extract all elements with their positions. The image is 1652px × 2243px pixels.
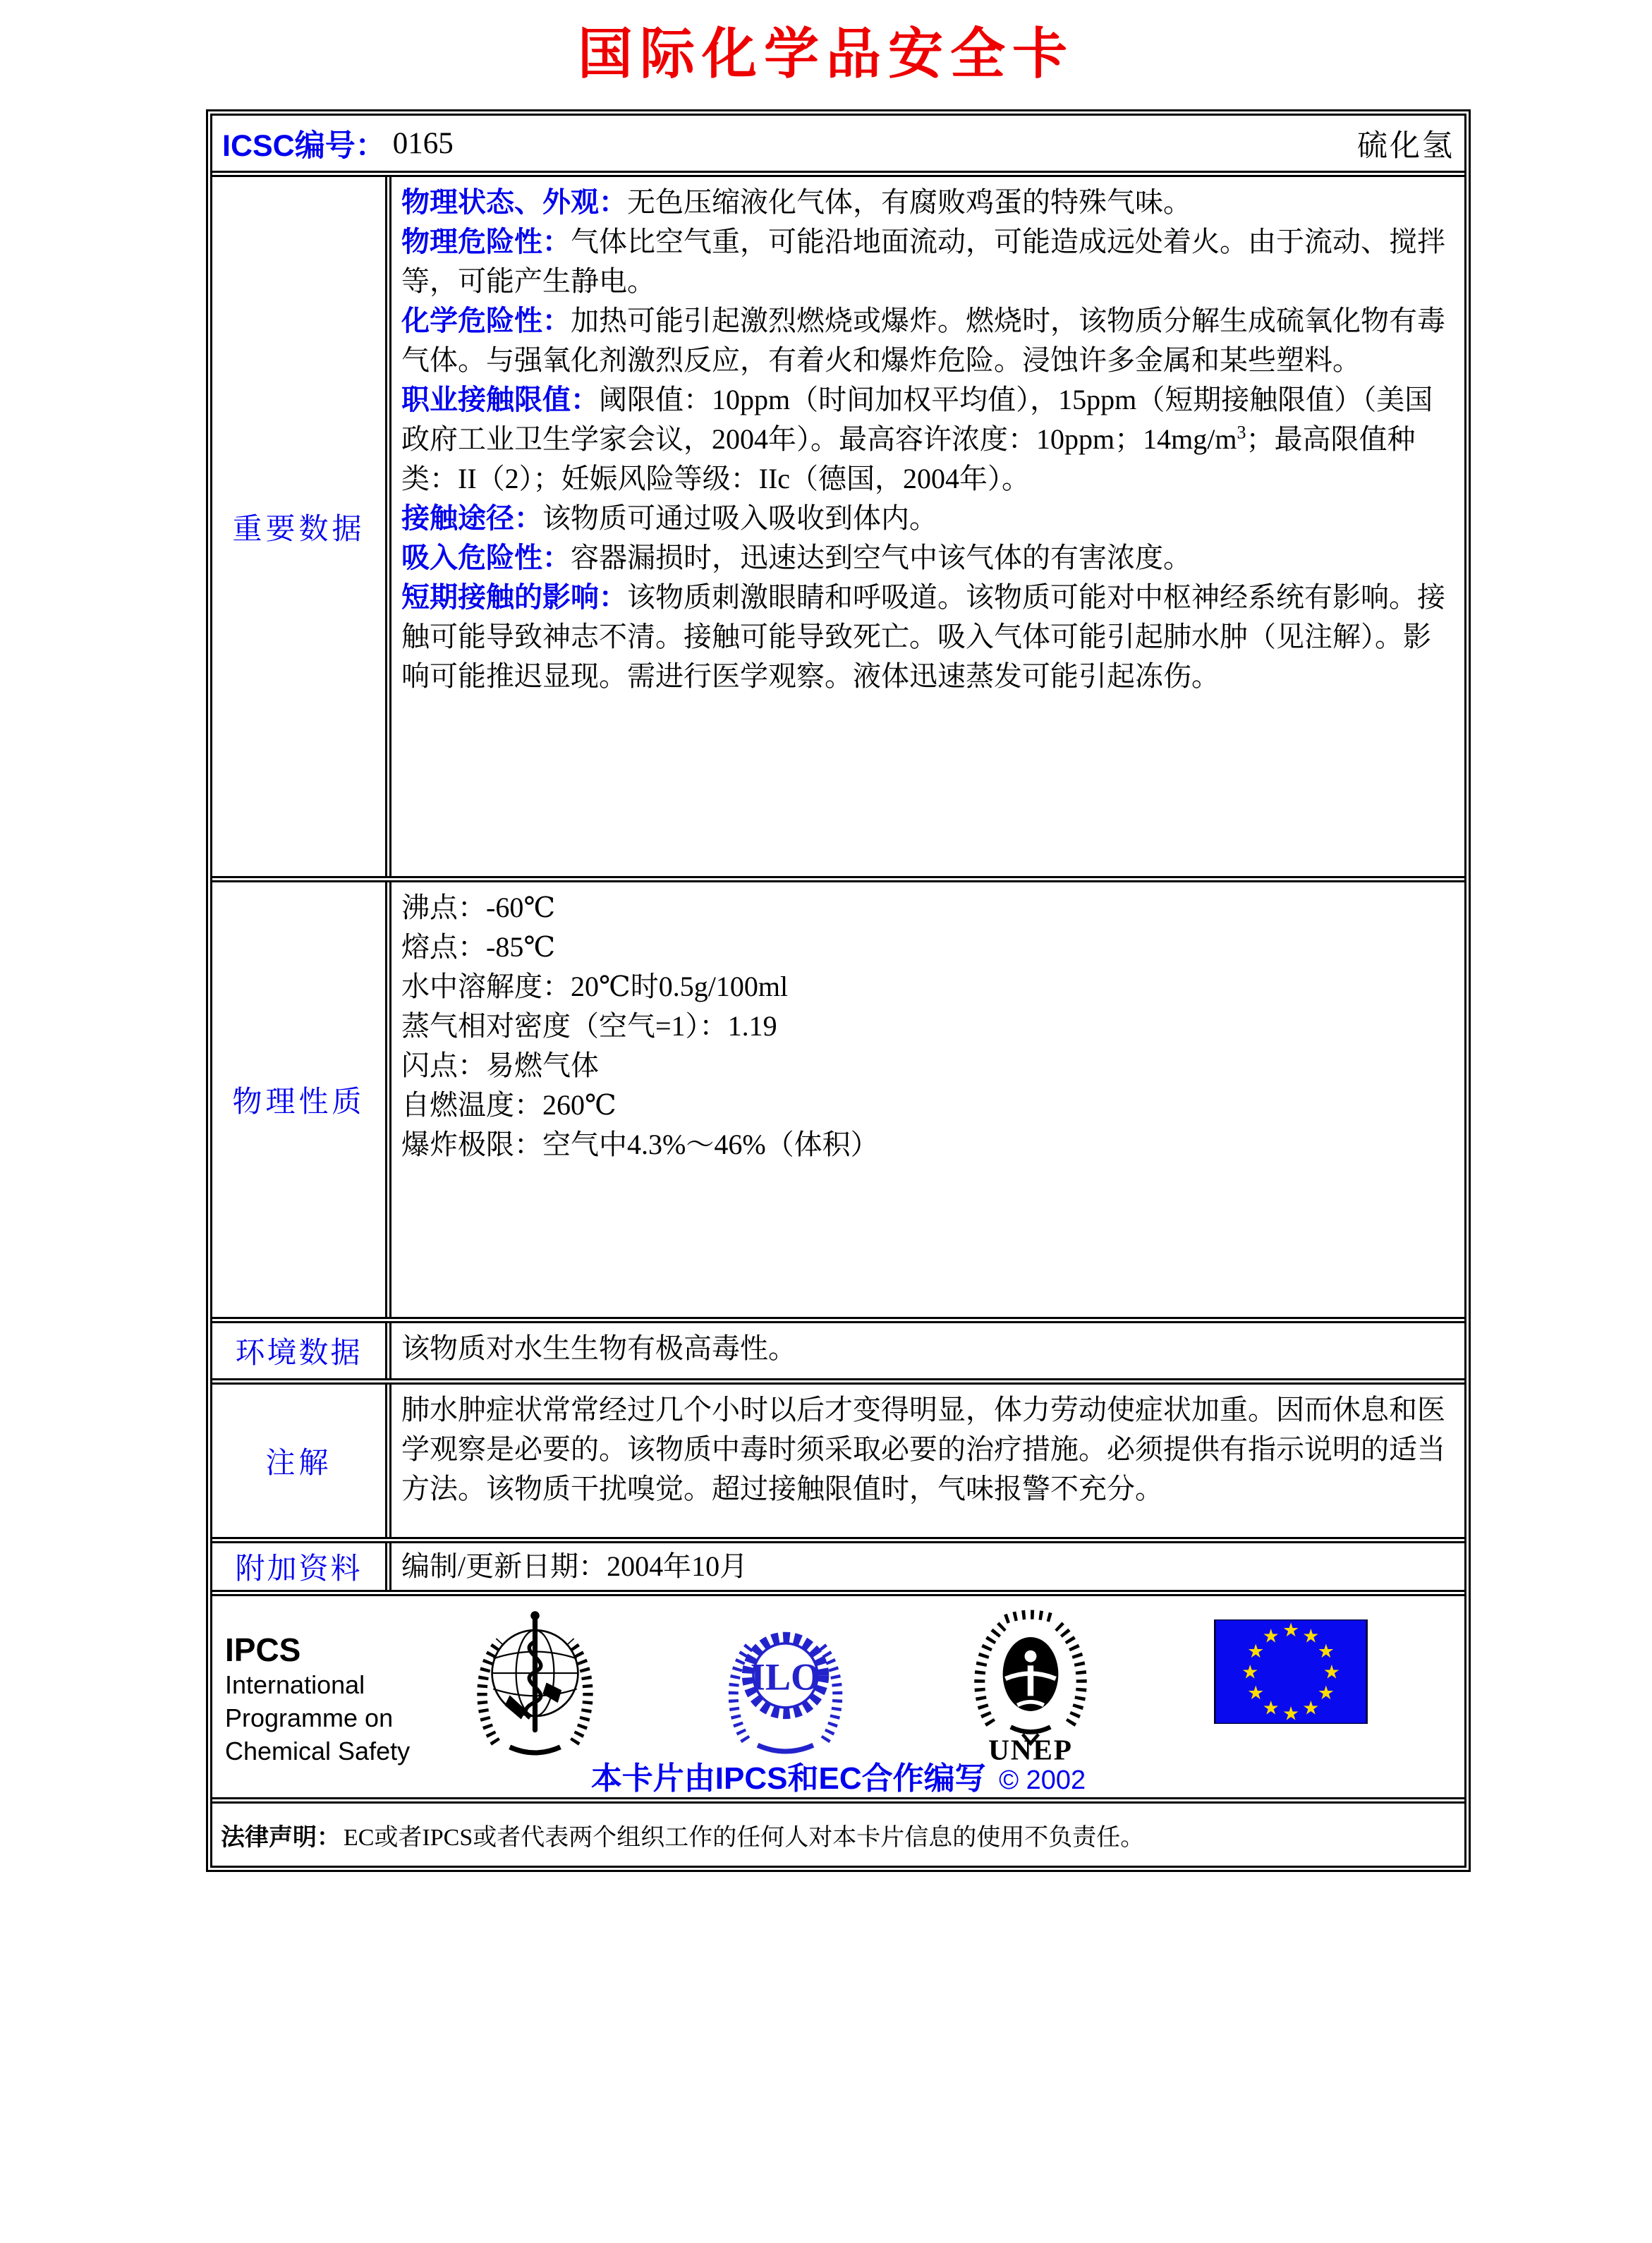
- prop-label: 蒸气相对密度（空气=1）：: [401, 1010, 728, 1042]
- entry-physical-danger: [401, 222, 1454, 301]
- entry-label: 短期接触的影响：: [401, 582, 627, 613]
- copyright-text: © 2002: [999, 1765, 1086, 1795]
- important-data-row: [212, 177, 1464, 882]
- cooperation-text: 本卡片由IPCS和EC合作编写: [590, 1761, 986, 1796]
- svg-text:★: ★: [1282, 1619, 1300, 1641]
- additional-info-row: [212, 1543, 1464, 1596]
- environmental-data-content: 该物质对水生生物有极高毒性。: [401, 1332, 796, 1364]
- ipcs-line-1: International: [225, 1670, 365, 1699]
- svg-text:★: ★: [1247, 1682, 1265, 1704]
- legal-row: [212, 1804, 1464, 1866]
- entry-text: 该物质刺激眼睛和呼吸道。该物质可能对中枢神经系统有影响。接触可能导致神志不清。接触可能导致死亡。吸入气体可能引起肺水肿（见注解）。影响可能推迟显现。需进行医学观察。液体迅速蒸发可能引起冻伤。: [401, 581, 1445, 692]
- entry-occupational-limits: [401, 380, 1454, 499]
- entry-label: 物理状态、外观：: [401, 187, 627, 218]
- ilo-letters: ILO: [750, 1655, 821, 1698]
- prop-autoignition-temp: [401, 1086, 1454, 1125]
- cooperation-line: [212, 1753, 1464, 1798]
- superscript: 3: [1237, 422, 1246, 443]
- entry-text: 气体比空气重，可能沿地面流动，可能造成远处着火。由于流动、搅拌等，可能产生静电。: [401, 226, 1445, 297]
- prop-label: 自燃温度：: [401, 1089, 542, 1121]
- unep-letters: UNEP: [988, 1733, 1073, 1763]
- environmental-data-row: [212, 1323, 1464, 1385]
- prop-value: 空气中4.3%～46%（体积）: [542, 1129, 879, 1160]
- prop-flash-point: [401, 1046, 1454, 1086]
- notes-content: 肺水肿症状常常经过几个小时以后才变得明显，体力劳动使症状加重。因而休息和医学观察是必要的。该物质中毒时须采取必要的治疗措施。必须提供有指示说明的适当方法。该物质干扰嗅觉。超过接触限值时，气味报警不充分。: [401, 1394, 1445, 1505]
- legal-notice-label: 法律声明：: [221, 1823, 341, 1851]
- physical-properties-content: [391, 882, 1464, 1317]
- prop-value: 易燃气体: [486, 1050, 599, 1081]
- chemical-name: 硫化氢: [1357, 129, 1454, 163]
- additional-info-row-label: 附加资料: [212, 1543, 391, 1590]
- unep-logo-icon: [964, 1605, 1098, 1763]
- svg-text:★: ★: [1241, 1661, 1259, 1683]
- physical-properties-row-label: 物理性质: [212, 882, 391, 1317]
- icsc-number-label: ICSC编号：: [222, 128, 386, 163]
- page-title: 国际化学品安全卡: [577, 23, 1074, 85]
- prop-label: 沸点：: [401, 892, 486, 923]
- svg-text:★: ★: [1317, 1682, 1335, 1704]
- entry-label: 职业接触限值：: [401, 384, 599, 415]
- prop-label: 闪点：: [401, 1050, 486, 1081]
- ipcs-text-block: [225, 1631, 410, 1768]
- svg-text:★: ★: [1323, 1661, 1340, 1683]
- prop-value: -85℃: [486, 931, 556, 963]
- logos-row: [212, 1596, 1464, 1804]
- entry-label: 物理危险性：: [401, 226, 571, 257]
- additional-info-content: 编制/更新日期：2004年10月: [401, 1550, 748, 1582]
- notes-row-label: 注解: [212, 1385, 391, 1537]
- important-data-row-label: 重要数据: [212, 177, 391, 876]
- prop-value: -60℃: [486, 892, 556, 923]
- prop-label: 熔点：: [401, 931, 486, 963]
- entry-text: 加热可能引起激烈燃烧或爆炸。燃烧时，该物质分解生成硫氧化物有毒气体。与强氧化剂激烈反应，有着火和爆炸危险。浸蚀许多金属和某些塑料。: [401, 305, 1445, 376]
- icsc-card-table: [206, 109, 1471, 1872]
- svg-text:★: ★: [1282, 1703, 1300, 1724]
- legal-notice-text: EC或者IPCS或者代表两个组织工作的任何人对本卡片信息的使用不负责任。: [344, 1824, 1145, 1851]
- header-row: [212, 116, 1464, 177]
- prop-boiling-point: [401, 888, 1454, 928]
- entry-label: 接触途径：: [401, 503, 542, 534]
- entry-text: 阈限值：10ppm（时间加权平均值），15ppm（短期接触限值）（美国政府工业卫生学家会议，2004年）。最高容许浓度：10ppm；14mg/m: [401, 384, 1433, 455]
- prop-value: 20℃时0.5g/100ml: [571, 971, 789, 1002]
- prop-melting-point: [401, 928, 1454, 967]
- entry-inhalation-risk: [401, 538, 1454, 578]
- who-logo-icon: [470, 1607, 600, 1758]
- entry-text: 无色压缩液化气体，有腐败鸡蛋的特殊气味。: [627, 186, 1191, 218]
- svg-text:★: ★: [1302, 1625, 1320, 1647]
- svg-text:★: ★: [1247, 1640, 1265, 1662]
- entry-text: 容器漏损时，迅速达到空气中该气体的有害浓度。: [571, 542, 1191, 573]
- svg-text:★: ★: [1302, 1697, 1320, 1719]
- physical-properties-row: [212, 882, 1464, 1323]
- prop-explosive-limits: [401, 1125, 1454, 1165]
- ipcs-line-2: Programme on: [225, 1703, 394, 1732]
- svg-text:★: ★: [1317, 1640, 1335, 1662]
- prop-value: 260℃: [542, 1089, 617, 1121]
- important-data-content: [391, 177, 1464, 876]
- entry-label: 吸入危险性：: [401, 542, 571, 573]
- entry-exposure-routes: [401, 499, 1454, 538]
- icsc-number-value: 0165: [392, 126, 454, 160]
- entry-short-term-effects: [401, 578, 1454, 696]
- svg-text:★: ★: [1262, 1697, 1280, 1719]
- prop-label: 水中溶解度：: [401, 971, 571, 1002]
- entry-chemical-danger: [401, 301, 1454, 380]
- prop-value: 1.19: [727, 1010, 777, 1042]
- entry-physical-state: [401, 183, 1454, 222]
- entry-text: 该物质可通过吸入吸收到体内。: [542, 502, 937, 534]
- notes-row: [212, 1385, 1464, 1543]
- ipcs-line-3: Chemical Safety: [225, 1737, 411, 1765]
- prop-label: 爆炸极限：: [401, 1129, 542, 1160]
- ipcs-acronym: IPCS: [225, 1631, 301, 1668]
- icsc-card-page: [0, 7, 1652, 2243]
- eu-flag-icon: [1214, 1619, 1368, 1724]
- environmental-data-row-label: 环境数据: [212, 1323, 391, 1378]
- ilo-logo-icon: [724, 1609, 847, 1761]
- svg-text:★: ★: [1262, 1625, 1280, 1647]
- entry-text-after: ；最高限值种类：II（2）；妊娠风险等级：IIc（德国，2004年）。: [401, 423, 1416, 494]
- prop-water-solubility: [401, 967, 1454, 1007]
- prop-vapor-density: [401, 1007, 1454, 1046]
- entry-label: 化学危险性：: [401, 305, 571, 336]
